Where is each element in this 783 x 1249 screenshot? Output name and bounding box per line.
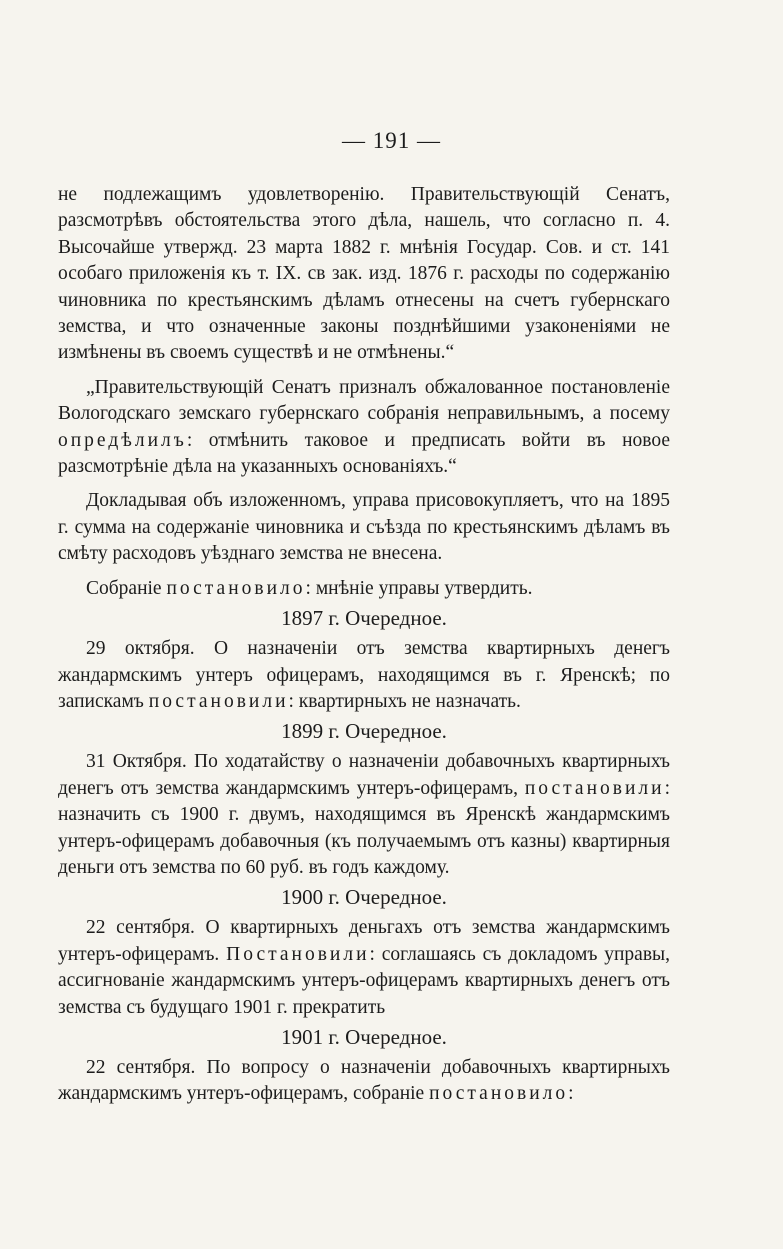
paragraph-board-report: Докладывая объ изложенномъ, управа присовокупляетъ, что на 1895 г. сумма на содержаніе чиновника и съѣзда по крестьянскимъ дѣламъ въ смѣту расходовъ уѣзднаго земства не внесена. <box>58 490 670 565</box>
assembly-text-2: : мнѣніе управы утвердить. <box>305 577 533 599</box>
p1899-text-1: 31 Октября. По ходатайству о назначеніи добавочныхъ квартирныхъ денегъ отъ земства жандармскимъ унтеръ-офицерамъ, <box>58 751 670 799</box>
senate-decision-text-1: „Правительствующій Сенатъ призналъ обжалованное постановленіе Вологодскаго земскаго губернскаго собранія неправильнымъ, а посему <box>58 376 670 425</box>
senate-decision-emphasis: опредѣлилъ <box>58 429 187 451</box>
section-heading-1900: 1900 г. Очередное. <box>281 885 447 910</box>
paragraph-1897-oct-29 <box>58 636 670 715</box>
p1900-text-1: 22 сентября. О квартирныхъ деньгахъ отъ земства жандармскимъ унтеръ-офицерамъ. <box>58 917 670 965</box>
assembly-text-1: Собраніе <box>86 577 167 599</box>
section-heading-1897: 1897 г. Очередное. <box>281 606 447 631</box>
section-heading-1901: 1901 г. Очередное. <box>281 1024 447 1049</box>
p1897-text-1: 29 октября. О назначеніи отъ земства квартирныхъ денегъ жандармскимъ унтеръ офицерамъ, находящимся въ г. Яренскѣ; по запискамъ <box>58 638 670 712</box>
assembly-emphasis: постановило <box>166 577 306 599</box>
paragraph-senate-decision <box>58 375 670 481</box>
page-number: — 191 — <box>342 128 441 153</box>
paragraph-senate-review: не подлежащимъ удовлетворенію. Правительствующій Сенатъ, разсмотрѣвъ обстоятельства этого дѣла, нашель, что согласно п. 4. Высочайше утвержд. 23 марта 1882 г. мнѣнія Государ. Сов. и ст. 141 особаго приложенія къ т. IX. св зак. изд. 1876 г. расходы по содержанію чиновника по крестьянскимъ дѣламъ отнесены на счетъ губернскаго земства, и что означенные законы позднѣйшими узаконеніями не измѣнены въ своемъ существѣ и не отмѣнены.“ <box>58 184 670 364</box>
p1900-text-2: : соглашаясь съ докладомъ управы, ассигнованіе жандармскимъ унтеръ-офицерамъ квартирныхъ денегъ отъ земства съ будущаго 1901 г. прекратить <box>58 943 671 1018</box>
paragraph-1899-oct-31 <box>58 749 670 881</box>
paragraph-assembly-resolution <box>58 576 670 602</box>
p1897-text-2: : квартирныхъ не назначать. <box>288 690 521 712</box>
section-heading-1899: 1899 г. Очередное. <box>281 719 447 744</box>
p1899-text-2: : назначить съ 1900 г. двумъ, находящимся въ Яренскѣ жандармскимъ унтеръ-офицерамъ добавочныя (къ получаемымъ отъ казны) квартирныя деньги отъ земства по 60 руб. въ годъ каждому. <box>58 777 670 878</box>
p1901-text-2: : <box>568 1083 574 1105</box>
p1897-emphasis: постановили <box>148 690 289 712</box>
senate-decision-text-2: : отмѣнить таковое и предписать войти въ новое разсмотрѣніе дѣла на указанныхъ основаніяхъ.“ <box>58 429 670 478</box>
p1899-emphasis: постановили <box>524 777 665 799</box>
paragraph-1900-sep-22 <box>58 915 670 1021</box>
page-body <box>58 182 670 1108</box>
p1901-text-1: 22 сентября. По вопросу о назначеніи добавочныхъ квартирныхъ жандармскимъ унтеръ-офицерамъ, собраніе <box>58 1056 670 1105</box>
p1901-emphasis: постановило <box>429 1083 569 1105</box>
paragraph-1901-sep-22 <box>58 1055 670 1108</box>
p1900-emphasis: Постановили <box>226 943 370 965</box>
